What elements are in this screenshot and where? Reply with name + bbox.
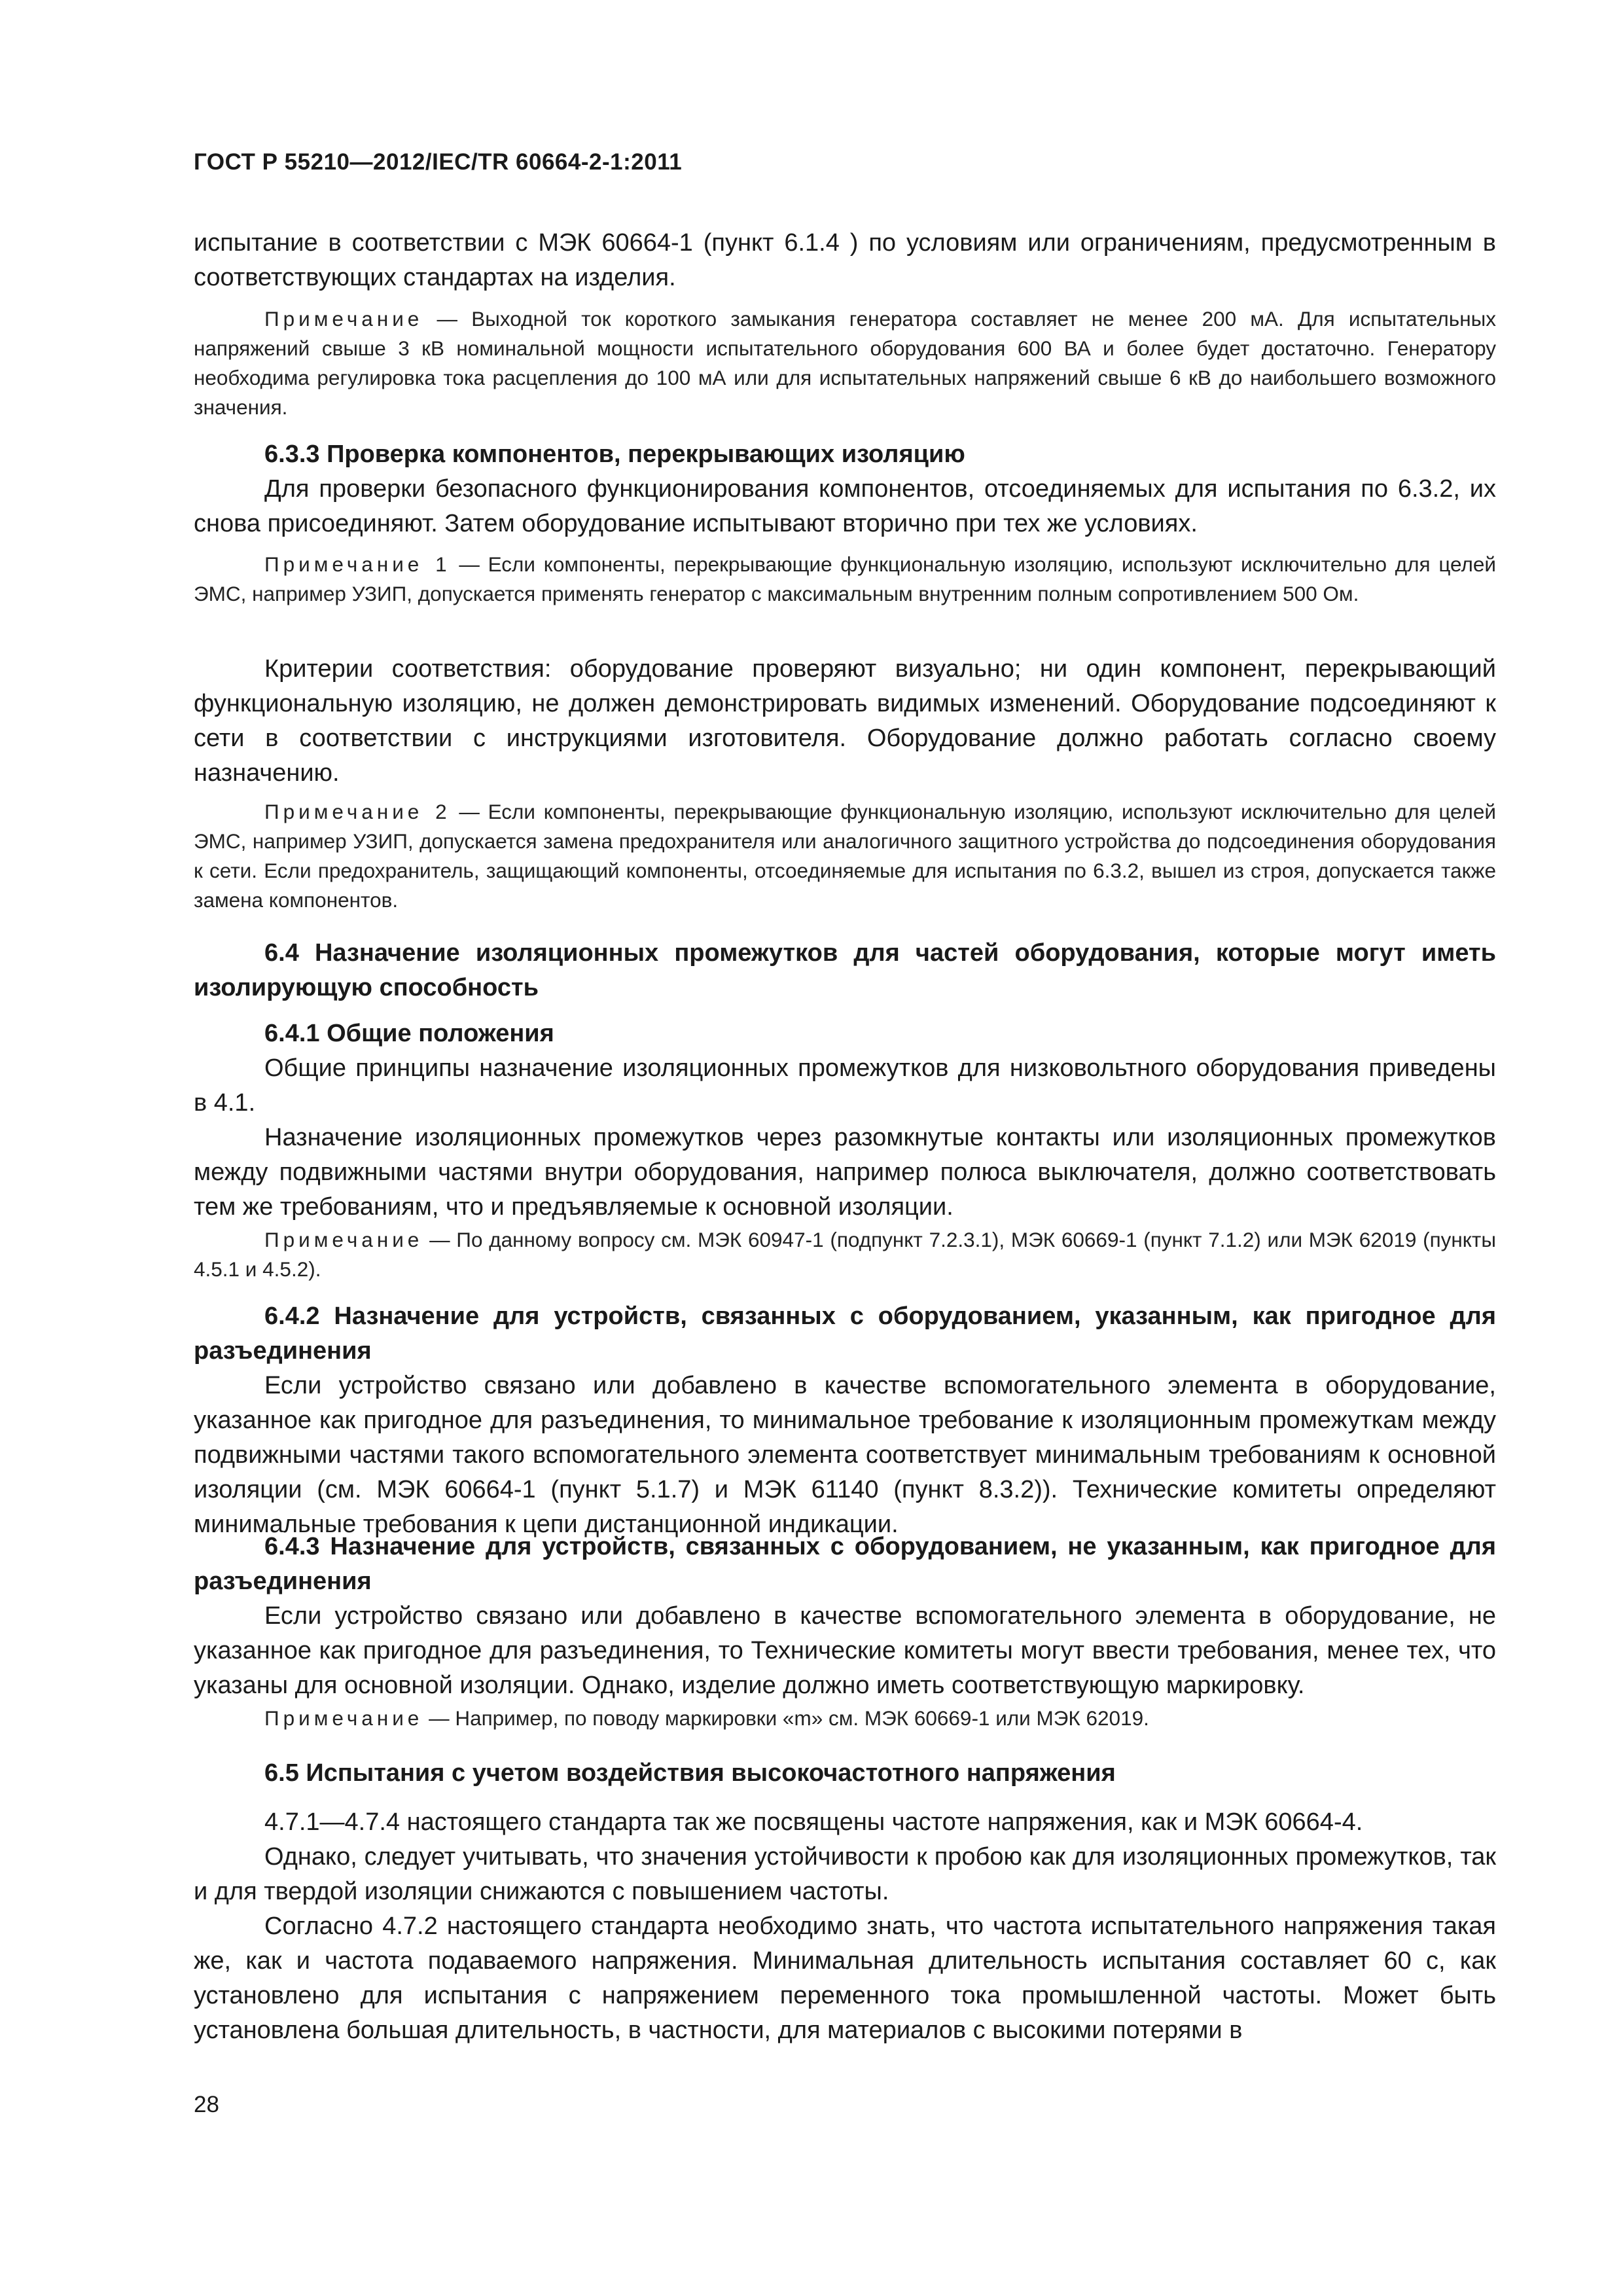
paragraph-text: Согласно 4.7.2 настоящего стандарта необходимо знать, что частота испытательного напряжения такая же, как и частота подаваемого напряжения. Минимальная длительность испытания составляет 60 с, как установлено для испытания с напряжением переменного тока промышленной частоты. Может быть установлена большая длительность, в частности, для материалов с высокими потерями в	[194, 1912, 1496, 2044]
note-body: — Например, по поводу маркировки «m» см. МЭК 60669-1 или МЭК 62019.	[423, 1706, 1149, 1730]
section-heading: 6.4.3 Назначение для устройств, связанных с оборудованием, не указанным, как пригодное для разъединения	[194, 1533, 1496, 1595]
paragraph-text: 4.7.1—4.7.4 настоящего стандарта так же посвящены частоте напряжения, как и МЭК 60664-4.	[264, 1808, 1363, 1836]
note-label: Примечание	[264, 1228, 423, 1251]
paragraph-text: испытание в соответствии с МЭК 60664-1 (пункт 6.1.4 ) по условиям или ограничениям, предусмотренным в соответствующих стандартах на изделия.	[194, 229, 1496, 291]
section-6-4-1	[194, 1016, 1496, 1225]
section-heading: 6.4 Назначение изоляционных промежутков для частей оборудования, которые могут иметь изолирующую способность	[194, 939, 1496, 1001]
note-text	[194, 797, 1496, 915]
note	[194, 797, 1496, 915]
note	[194, 1225, 1496, 1284]
section-6-5-body	[194, 1805, 1496, 2048]
note-body: — Выходной ток короткого замыкания генератора составляет не менее 200 мА. Для испытательных напряжений свыше 3 кВ номинальной мощности испытательного оборудования 600 ВА и более будет достаточно. Генератору необходима регулировка тока расцепления до 100 мА или для испытательных напряжений свыше 6 кВ до наибольшего возможного значения.	[194, 307, 1496, 419]
section-6-4-3	[194, 1530, 1496, 1703]
paragraph-text: Критерии соответствия: оборудование проверяют визуально; ни один компонент, перекрывающий функциональную изоляцию, не должен демонстрировать видимых изменений. Оборудование подсоединяют к сети в соответствии с инструкциями изготовителя. Оборудование должно работать согласно своему назначению.	[194, 655, 1496, 787]
paragraph	[194, 652, 1496, 791]
paragraph	[194, 226, 1496, 295]
paragraph-text: Для проверки безопасного функционирования компонентов, отсоединяемых для испытания по 6.3.2, их снова присоединяют. Затем оборудование испытывают вторично при тех же условиях.	[194, 475, 1496, 537]
section-heading: 6.4.2 Назначение для устройств, связанных с оборудованием, указанным, как пригодное для разъединения	[194, 1302, 1496, 1365]
note	[194, 1704, 1496, 1733]
page-number: 28	[194, 2092, 219, 2117]
paragraph-text: Если устройство связано или добавлено в качестве вспомогательного элемента в оборудование, не указанное как пригодное для разъединения, то Технические комитеты могут ввести требования, менее тех, что указаны для основной изоляции. Однако, изделие должно иметь соответствующую маркировку.	[194, 1602, 1496, 1699]
note-text	[194, 304, 1496, 422]
section-6-5	[194, 1756, 1496, 1791]
section-heading: 6.3.3 Проверка компонентов, перекрывающих изоляцию	[264, 440, 965, 468]
note-label: Примечание	[264, 1706, 423, 1730]
note-text	[194, 1704, 1496, 1733]
paragraph-text: Назначение изоляционных промежутков через разомкнутые контакты или изоляционных промежутков между подвижными частями внутри оборудования, например полюса выключателя, должно соответствовать тем же требованиям, что и предъявляемые к основной изоляции.	[194, 1124, 1496, 1221]
paragraph-text: Общие принципы назначение изоляционных промежутков для низковольтного оборудования приведены в 4.1.	[194, 1054, 1496, 1117]
note	[194, 550, 1496, 609]
note	[194, 304, 1496, 422]
note-body: — По данному вопросу см. МЭК 60947-1 (подпункт 7.2.3.1), МЭК 60669-1 (пункт 7.1.2) или МЭК 62019 (пункты 4.5.1 и 4.5.2).	[194, 1228, 1496, 1281]
note-label: Примечание	[264, 307, 423, 331]
paragraph-text: Если устройство связано или добавлено в качестве вспомогательного элемента в оборудование, указанное как пригодное для разъединения, то минимальное требование к изоляционным промежуткам между подвижными частями такого вспомогательного элемента соответствует минимальным требованиям к основной изоляции (см. МЭК 60664-1 (пункт 5.1.7) и МЭК 61140 (пункт 8.3.2)). Технические комитеты определяют минимальные требования к цепи дистанционной индикации.	[194, 1372, 1496, 1538]
note-body: — Если компоненты, перекрывающие функциональную изоляцию, используют исключительно для целей ЭМС, например УЗИП, допускается замена предохранителя или аналогичного защитного устройства до подсоединения оборудования к сети. Если предохранитель, защищающий компоненты, отсоединяемые для испытания по 6.3.2, вышел из строя, допускается также замена компонентов.	[194, 800, 1496, 912]
note-text	[194, 1225, 1496, 1284]
note-label: Примечание 1	[264, 552, 451, 576]
paragraph-text: Однако, следует учитывать, что значения устойчивости к пробою как для изоляционных промежутков, так и для твердой изоляции снижаются с повышением частоты.	[194, 1843, 1496, 1905]
section-6-4-2	[194, 1299, 1496, 1542]
section-6-4	[194, 936, 1496, 1005]
document-id-header: ГОСТ Р 55210—2012/IEC/TR 60664-2-1:2011	[194, 149, 683, 175]
section-6-3-3	[194, 437, 1496, 541]
section-heading: 6.5 Испытания с учетом воздействия высокочастотного напряжения	[264, 1759, 1116, 1787]
section-heading: 6.4.1 Общие положения	[264, 1020, 554, 1047]
note-text	[194, 550, 1496, 609]
note-body: — Если компоненты, перекрывающие функциональную изоляцию, используют исключительно для целей ЭМС, например УЗИП, допускается применять генератор с максимальным внутренним полным сопротивлением 500 Ом.	[194, 552, 1496, 605]
note-label: Примечание 2	[264, 800, 451, 823]
